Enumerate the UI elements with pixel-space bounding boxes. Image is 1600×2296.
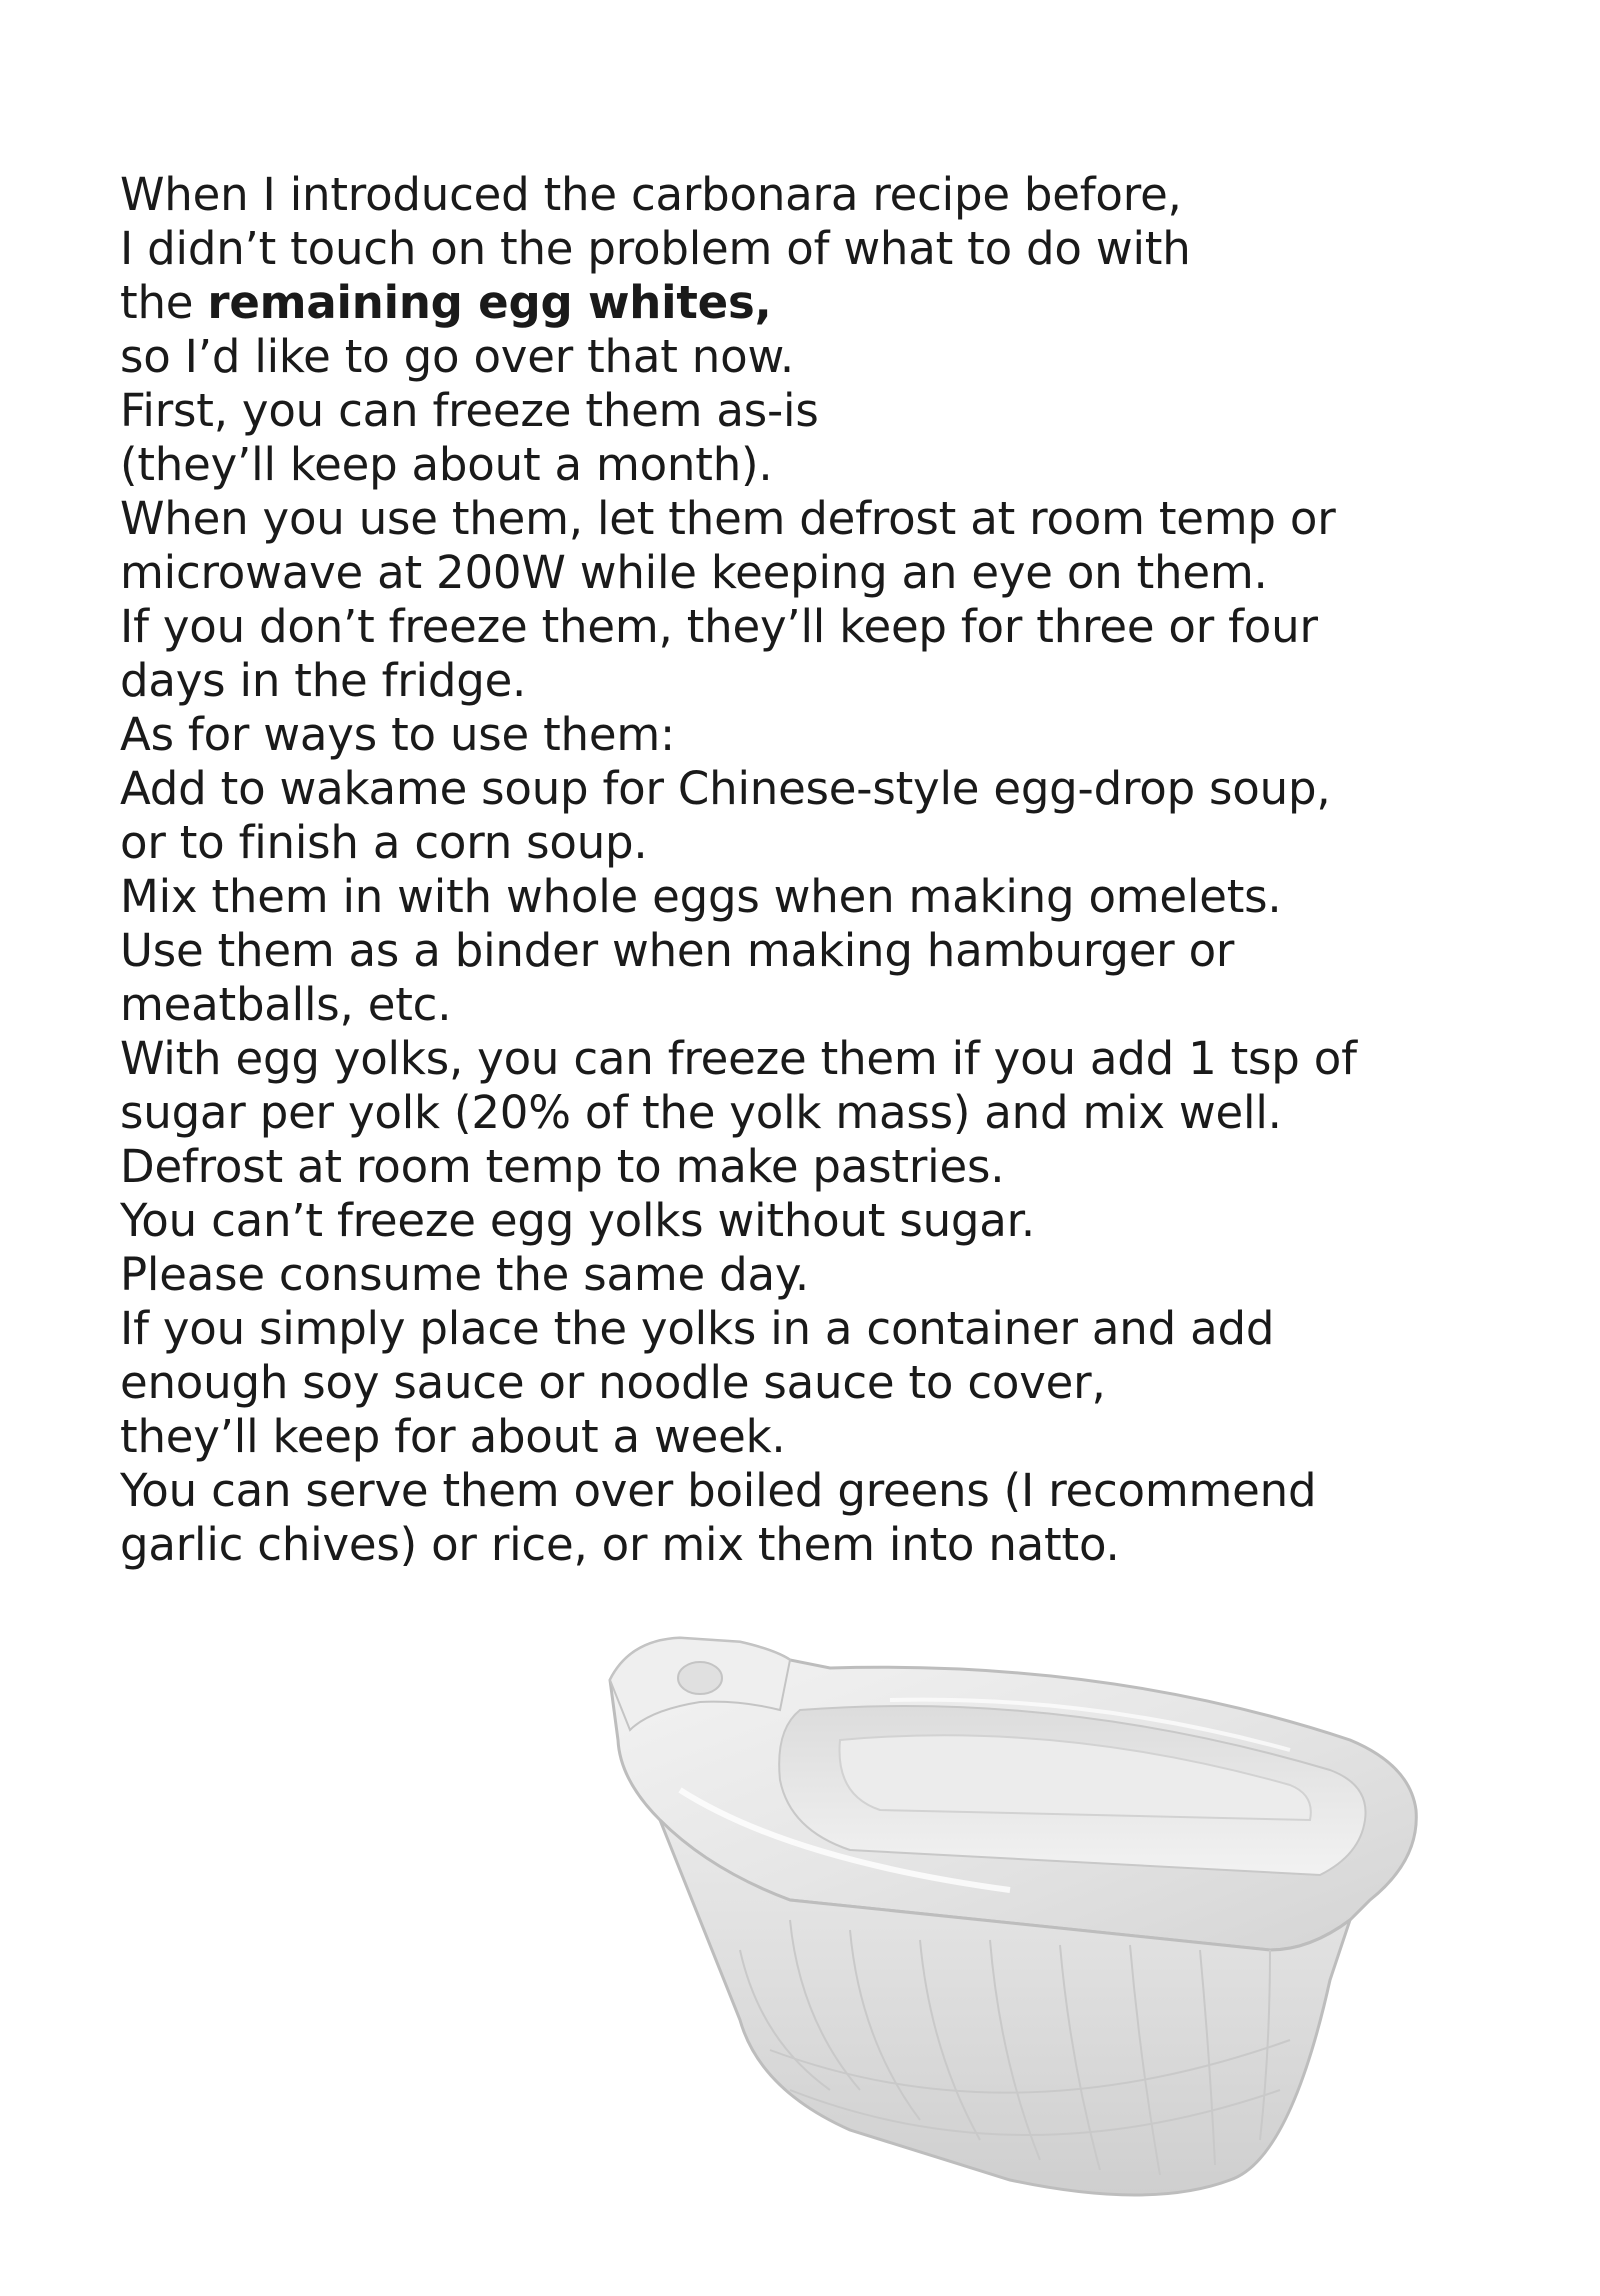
text-line: microwave at 200W while keeping an eye on them. [120, 546, 1268, 599]
text-line: or to finish a corn soup. [120, 816, 648, 869]
text-line: Mix them in with whole eggs when making omelets. [120, 870, 1282, 923]
text-line: As for ways to use them: [120, 708, 675, 761]
text-line: First, you can freeze them as-is [120, 384, 819, 437]
text-line [120, 276, 1420, 330]
text-line: sugar per yolk (20% of the yolk mass) and mix well. [120, 1086, 1282, 1139]
text-line: Use them as a binder when making hamburger or [120, 924, 1235, 977]
text-line: garlic chives) or rice, or mix them into natto. [120, 1518, 1120, 1571]
text-line: Defrost at room temp to make pastries. [120, 1140, 1005, 1193]
text-line: I didn’t touch on the problem of what to do with [120, 222, 1191, 275]
text-line: You can serve them over boiled greens (I recommend [120, 1464, 1317, 1517]
text-line: If you simply place the yolks in a container and add [120, 1302, 1275, 1355]
text-line: enough soy sauce or noodle sauce to cover, [120, 1356, 1106, 1409]
text-line: When you use them, let them defrost at room temp or [120, 492, 1336, 545]
text-line: so I’d like to go over that now. [120, 330, 795, 383]
body-text [120, 168, 1420, 1572]
text-line: When I introduced the carbonara recipe before, [120, 168, 1182, 221]
emphasis-text: remaining egg whites, [207, 276, 772, 329]
text-line: You can’t freeze egg yolks without sugar. [120, 1194, 1035, 1247]
text-line: Please consume the same day. [120, 1248, 809, 1301]
text-line: they’ll keep for about a week. [120, 1410, 786, 1463]
text-line-prefix: the [120, 276, 208, 329]
text-line: Add to wakame soup for Chinese-style egg-drop soup, [120, 762, 1331, 815]
text-line: If you don’t freeze them, they’ll keep for three or four [120, 600, 1318, 653]
text-line: meatballs, etc. [120, 978, 452, 1031]
text-line: (they’ll keep about a month). [120, 438, 773, 491]
text-line: days in the fridge. [120, 654, 527, 707]
text-line: With egg yolks, you can freeze them if you add 1 tsp of [120, 1032, 1357, 1085]
plastic-container-icon [590, 1620, 1450, 2220]
